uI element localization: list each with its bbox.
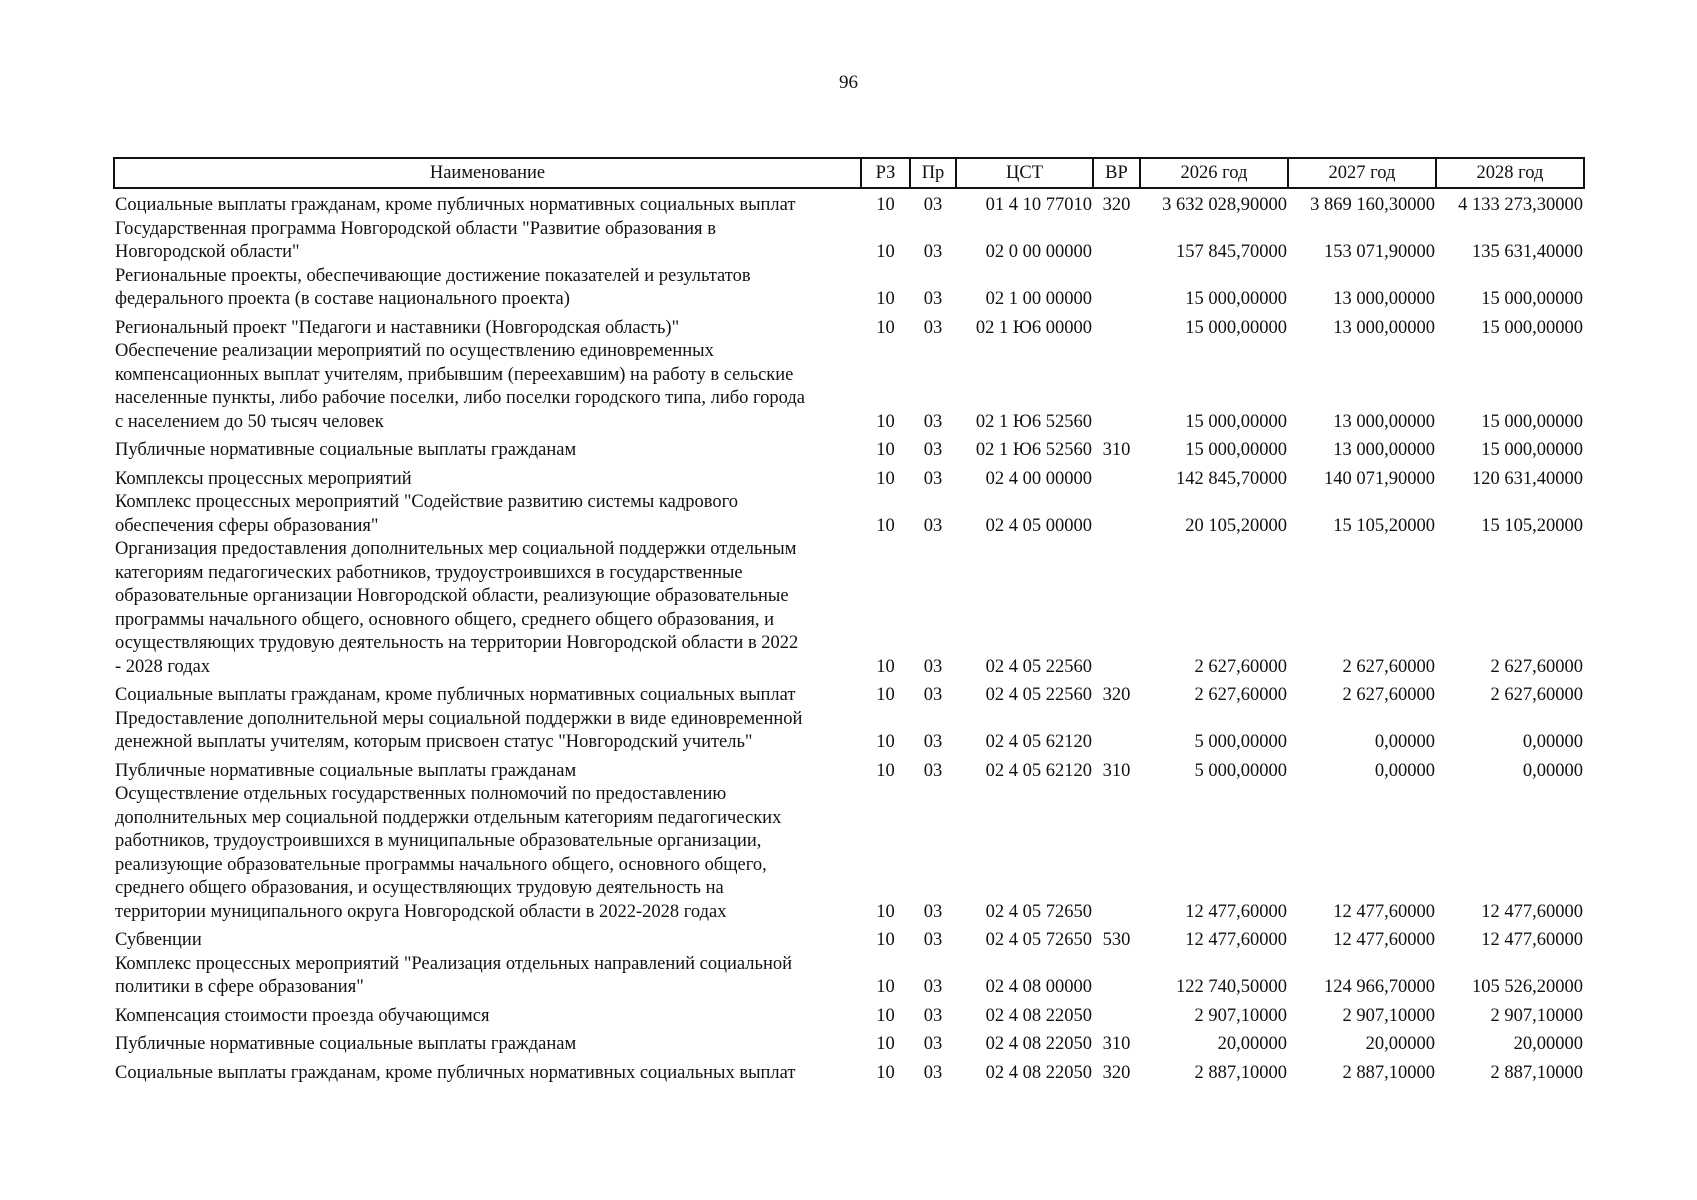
row-cst: 02 4 05 62120 [985,732,1092,752]
row-cst: 02 4 05 22560 [985,656,1092,677]
table-header [114,158,1584,188]
row-value-2028: 15 000,00000 [1481,289,1583,309]
row-value-2028: 12 477,60000 [1481,930,1583,950]
row-name-line: территории муниципального округа Новгородской области в 2022-2028 годах [115,901,727,922]
row-name-line: Осуществление отдельных государственных полномочий по предоставлению [115,784,727,804]
row-value-2027: 2 627,60000 [1342,685,1435,705]
row-name [114,708,861,755]
row-value-2028: 12 477,60000 [1481,901,1583,922]
table-row [114,434,1584,463]
row-name-line: Комплексы процессных мероприятий [115,468,412,489]
row-name [114,1028,861,1057]
row-name-line: осуществляющих трудовую деятельность на территории Новгородской области в 2022 [115,633,799,653]
row-cst: 02 4 05 72650 [985,930,1092,950]
table-row [114,783,1584,924]
row-vr [1093,463,1140,492]
row-value-2027: 13 000,00000 [1333,317,1435,338]
row-name [114,924,861,953]
row-pr: 03 [923,732,943,752]
row-name-line: дополнительных мер социальной поддержки отдельным категориям педагогических [115,807,782,828]
row-rz: 10 [876,242,895,262]
row-value-2027: 3 869 160,30000 [1310,195,1435,215]
table-row [114,265,1584,312]
row-pr: 03 [923,468,943,489]
row-name [114,434,861,463]
row-name-line: работников, трудоустроившихся в муниципальные образовательные организации, [115,831,762,851]
header-2028: 2028 год [1436,158,1584,188]
table-row [114,755,1584,784]
row-name [114,340,861,434]
row-name-line: программы начального общего, основного общего, среднего общего образования, и [115,609,775,630]
row-rz: 10 [876,656,895,677]
row-name [114,679,861,708]
row-value-2027: 2 887,10000 [1342,1062,1435,1083]
row-name [114,218,861,265]
table-row [114,924,1584,953]
row-value-2028: 4 133 273,30000 [1458,195,1583,215]
row-value-2026: 20,00000 [1217,1034,1287,1054]
row-name [114,538,861,679]
row-name [114,312,861,341]
row-value-2026: 15 000,00000 [1185,289,1287,309]
row-value-2028: 2 907,10000 [1490,1005,1583,1026]
header-row [114,158,1584,188]
row-value-2027: 15 105,20000 [1333,515,1435,536]
row-name-line: среднего общего образования, и осуществляющих трудовую деятельность на [115,878,724,898]
row-value-2027: 153 071,90000 [1324,242,1435,262]
table-row [114,188,1584,218]
header-pr: Пр [910,158,956,188]
row-name-line: Предоставление дополнительной меры социальной поддержки в виде единовременной [115,708,803,729]
row-cst: 02 1 Ю6 52560 [975,440,1092,460]
row-value-2026: 122 740,50000 [1176,977,1287,997]
row-name [114,755,861,784]
row-vr: 310 [1102,1034,1131,1054]
header-2027: 2027 год [1288,158,1436,188]
row-cst: 02 1 00 00000 [985,289,1092,309]
row-vr [1093,340,1140,434]
row-value-2027: 20,00000 [1365,1034,1435,1054]
row-value-2028: 105 526,20000 [1472,977,1583,997]
row-vr [1093,783,1140,924]
row-name-line: Комплекс процессных мероприятий "Реализация отдельных направлений социальной [115,953,793,974]
row-name-line: Обеспечение реализации мероприятий по осуществлению единовременных [115,341,714,361]
row-name [114,1000,861,1029]
row-rz: 10 [876,685,895,705]
row-vr [1093,491,1140,538]
row-name-line: Социальные выплаты гражданам, кроме публичных нормативных социальных выплат [115,1062,796,1083]
row-pr: 03 [923,1034,943,1054]
row-cst: 02 4 08 22050 [985,1062,1092,1083]
row-value-2028: 0,00000 [1522,760,1583,781]
row-rz: 10 [876,515,895,536]
row-value-2027: 124 966,70000 [1324,977,1435,997]
row-vr: 320 [1102,195,1131,215]
row-value-2026: 5 000,00000 [1194,732,1287,752]
row-vr [1093,708,1140,755]
row-value-2027: 2 907,10000 [1342,1005,1435,1026]
row-value-2027: 140 071,90000 [1324,468,1435,489]
row-rz: 10 [876,1062,895,1083]
row-cst: 02 4 05 72650 [985,901,1092,922]
header-vr: ВР [1093,158,1140,188]
row-value-2028: 0,00000 [1522,732,1583,752]
table-row [114,218,1584,265]
row-name-line: Публичные нормативные социальные выплаты гражданам [115,760,577,781]
row-name-line: Публичные нормативные социальные выплаты гражданам [115,440,577,460]
row-pr: 03 [923,515,943,536]
row-name [114,953,861,1000]
row-value-2026: 20 105,20000 [1185,515,1287,536]
row-value-2026: 2 627,60000 [1194,685,1287,705]
row-value-2028: 15 000,00000 [1481,411,1583,432]
row-vr: 310 [1102,760,1131,781]
row-rz: 10 [876,317,895,338]
row-vr [1093,265,1140,312]
row-value-2026: 15 000,00000 [1185,317,1287,338]
row-value-2026: 2 887,10000 [1194,1062,1287,1083]
row-cst: 02 1 Ю6 00000 [975,317,1092,338]
row-vr: 320 [1102,685,1131,705]
row-value-2027: 13 000,00000 [1333,411,1435,432]
row-value-2026: 12 477,60000 [1185,901,1287,922]
row-value-2026: 15 000,00000 [1185,440,1287,460]
row-value-2027: 13 000,00000 [1333,440,1435,460]
table-row [114,491,1584,538]
row-name-line: Региональные проекты, обеспечивающие достижение показателей и результатов [115,265,751,286]
row-value-2028: 15 105,20000 [1481,515,1583,536]
row-value-2027: 0,00000 [1374,732,1435,752]
row-value-2027: 12 477,60000 [1333,901,1435,922]
row-name [114,491,861,538]
table-row [114,708,1584,755]
row-rz: 10 [876,440,895,460]
row-name-line: Организация предоставления дополнительных мер социальной поддержки отдельным [115,539,797,559]
row-value-2028: 2 887,10000 [1490,1062,1583,1083]
row-name-line: Социальные выплаты гражданам, кроме публичных нормативных социальных выплат [115,685,796,705]
row-value-2026: 12 477,60000 [1185,930,1287,950]
row-value-2028: 120 631,40000 [1472,468,1583,489]
row-rz: 10 [876,468,895,489]
row-vr: 310 [1102,440,1131,460]
table-row [114,1000,1584,1029]
budget-table [113,157,1585,1085]
row-cst: 02 4 05 62120 [985,760,1092,781]
row-value-2028: 15 000,00000 [1481,440,1583,460]
row-name-line: с населением до 50 тысяч человек [115,411,384,432]
row-value-2026: 2 907,10000 [1194,1005,1287,1026]
row-pr: 03 [923,930,943,950]
row-pr: 03 [923,411,943,432]
row-value-2026: 2 627,60000 [1194,656,1287,677]
row-vr [1093,953,1140,1000]
row-rz: 10 [876,760,895,781]
row-name [114,783,861,924]
row-value-2028: 2 627,60000 [1490,685,1583,705]
row-rz: 10 [876,732,895,752]
row-pr: 03 [923,195,943,215]
row-name [114,1057,861,1086]
row-rz: 10 [876,930,895,950]
row-pr: 03 [923,760,943,781]
row-cst: 02 4 08 22050 [985,1034,1092,1054]
row-cst: 02 4 05 00000 [985,515,1092,536]
row-name [114,265,861,312]
row-pr: 03 [923,656,943,677]
row-value-2026: 3 632 028,90000 [1162,195,1287,215]
row-value-2027: 13 000,00000 [1333,289,1435,309]
table-row [114,538,1584,679]
row-cst: 02 4 08 22050 [985,1005,1092,1026]
row-cst: 02 4 08 00000 [985,977,1092,997]
row-value-2026: 5 000,00000 [1194,760,1287,781]
row-name-line: компенсационных выплат учителям, прибывшим (переехавшим) на работу в сельские [115,364,794,385]
row-vr: 530 [1102,930,1131,950]
row-name-line: федерального проекта (в составе национального проекта) [115,289,570,309]
row-value-2026: 142 845,70000 [1176,468,1287,489]
row-name-line: Региональный проект "Педагоги и наставники (Новгородская область)" [115,317,680,338]
row-rz: 10 [876,901,895,922]
row-name-line: Социальные выплаты гражданам, кроме публичных нормативных социальных выплат [115,195,796,215]
row-name-line: образовательные организации Новгородской области, реализующие образовательные [115,586,789,606]
row-pr: 03 [923,440,943,460]
table-row [114,463,1584,492]
row-value-2028: 135 631,40000 [1472,242,1583,262]
row-name-line: Компенсация стоимости проезда обучающимся [115,1005,490,1026]
header-name: Наименование [114,158,861,188]
table-row [114,1028,1584,1057]
row-rz: 10 [876,289,895,309]
row-value-2027: 12 477,60000 [1333,930,1435,950]
row-pr: 03 [923,1062,943,1083]
row-pr: 03 [923,317,943,338]
row-name-line: денежной выплаты учителям, которым присвоен статус "Новгородский учитель" [115,732,753,752]
row-rz: 10 [876,411,895,432]
row-name-line: Новгородской области" [115,242,300,262]
row-vr: 320 [1102,1062,1131,1083]
row-vr [1093,218,1140,265]
row-value-2026: 157 845,70000 [1176,242,1287,262]
row-name-line: реализующие образовательные программы начального общего, основного общего, [115,854,767,875]
row-value-2026: 15 000,00000 [1185,411,1287,432]
row-pr: 03 [923,242,943,262]
row-cst: 02 4 05 22560 [985,685,1092,705]
row-name-line: Комплекс процессных мероприятий "Содействие развитию системы кадрового [115,492,739,512]
table-row [114,679,1584,708]
row-vr [1093,1000,1140,1029]
row-pr: 03 [923,977,943,997]
row-name-line: населенные пункты, либо рабочие поселки, либо поселки городского типа, либо города [115,388,805,408]
row-name-line: обеспечения сферы образования" [115,515,379,536]
row-pr: 03 [923,685,943,705]
row-cst: 02 1 Ю6 52560 [975,411,1092,432]
row-vr [1093,538,1140,679]
row-rz: 10 [876,977,895,997]
row-name-line: Публичные нормативные социальные выплаты гражданам [115,1034,577,1054]
row-name [114,188,861,218]
row-value-2028: 20,00000 [1513,1034,1583,1054]
row-value-2027: 0,00000 [1374,760,1435,781]
row-rz: 10 [876,1034,895,1054]
header-cst: ЦСТ [956,158,1093,188]
row-cst: 01 4 10 77010 [985,195,1092,215]
row-rz: 10 [876,195,895,215]
row-name-line: - 2028 годах [115,656,211,677]
row-name-line: категориям педагогических работников, трудоустроившихся в государственные [115,562,743,583]
header-rz: РЗ [861,158,910,188]
page-number: 96 [839,72,858,93]
row-name [114,463,861,492]
row-rz: 10 [876,1005,895,1026]
table-row [114,340,1584,434]
row-name-line: Субвенции [115,930,202,950]
row-cst: 02 4 00 00000 [985,468,1092,489]
row-value-2028: 2 627,60000 [1490,656,1583,677]
row-value-2027: 2 627,60000 [1342,656,1435,677]
row-vr [1093,312,1140,341]
table-row [114,953,1584,1000]
row-pr: 03 [923,289,943,309]
row-pr: 03 [923,901,943,922]
table-row [114,1057,1584,1086]
header-2026: 2026 год [1140,158,1288,188]
row-cst: 02 0 00 00000 [985,242,1092,262]
row-pr: 03 [923,1005,943,1026]
row-name-line: Государственная программа Новгородской области "Развитие образования в [115,218,716,239]
table-row [114,312,1584,341]
row-name-line: политики в сфере образования" [115,977,364,997]
table-body [114,188,1584,1085]
row-value-2028: 15 000,00000 [1481,317,1583,338]
